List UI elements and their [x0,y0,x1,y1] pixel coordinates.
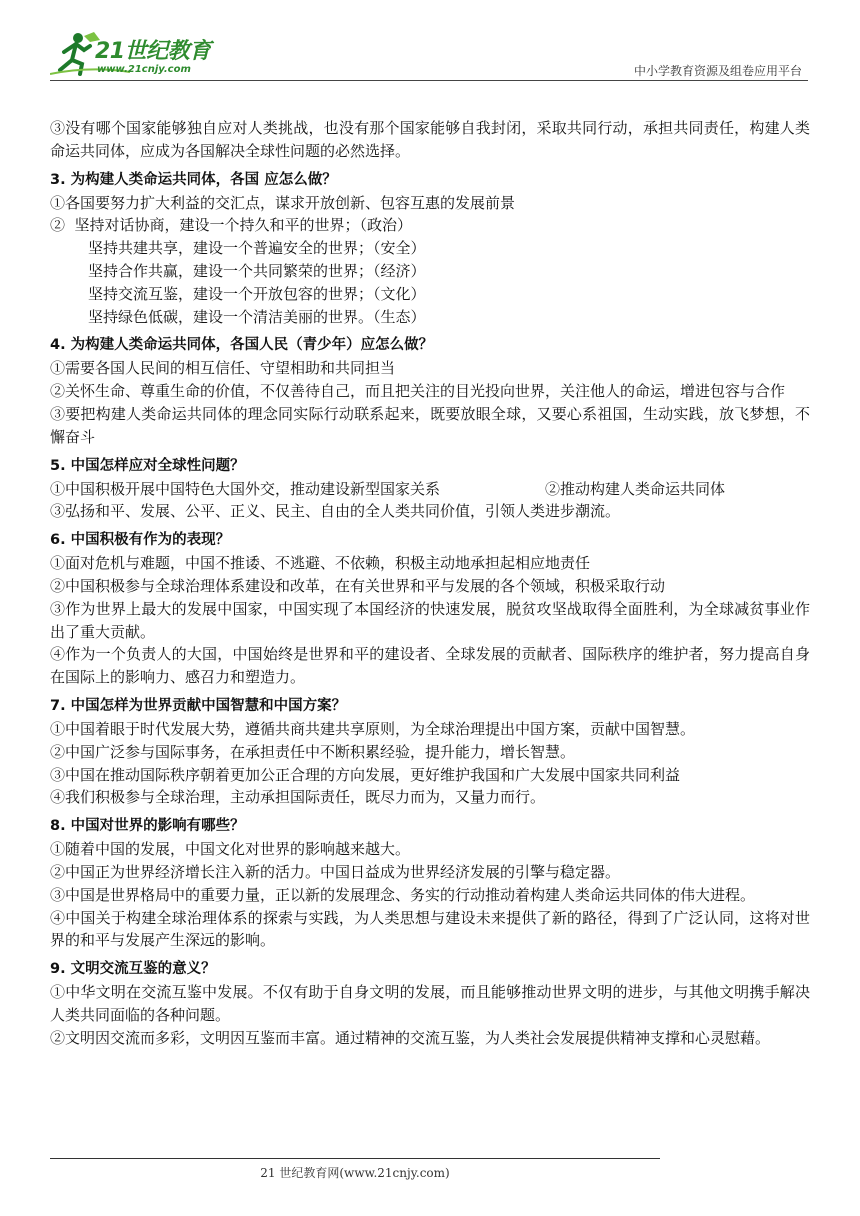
s3-subitem: 坚持交流互鉴，建设一个开放包容的世界；（文化） [88,284,426,303]
s5-item-3: ③弘扬和平、发展、公平、正义、民主、自由的全人类共同价值，引领人类进步潮流。 [50,502,621,521]
page-footer: 21 世纪教育网(www.21cnjy.com) [260,1166,450,1180]
header-divider [50,80,808,81]
s3-subitem: 坚持绿色低碳，建设一个清洁美丽的世界。（生态） [88,307,426,326]
section-4-title: 4. 为构建人类命运共同体，各国人民（青少年）应怎么做？ [50,337,434,354]
section-8-title: 8. 中国对世界的影响有哪些？ [50,818,245,835]
page-header [0,0,860,90]
s7-item: ④我们积极参与全球治理，主动承担国际责任，既尽力而为，又量力而行。 [50,788,546,807]
s3-subitem: 坚持共建共享，建设一个普遍安全的世界；（安全） [88,239,426,258]
s7-item: ③中国在推动国际秩序朝着更加公正合理的方向发展，更好维护我国和广大发展中国家共同利益 [50,765,681,784]
s7-item: ②中国广泛参与国际事务，在承担责任中不断积累经验，提升能力，增长智慧。 [50,742,576,761]
s3-subitem: 坚持合作共赢，建设一个共同繁荣的世界；（经济） [88,261,426,280]
s4-item: ②关怀生命、尊重生命的价值，不仅善待自己，而且把关注的目光投向世界，关注他人的命运，增进包容与合作 [50,382,786,401]
s4-item: ③要把构建人类命运共同体的理念同实际行动联系起来，既要放眼全球，又要心系祖国，生动实践，放飞梦想，不懈奋斗 [50,404,810,446]
section-5-title: 5. 中国怎样应对全球性问题？ [50,457,245,474]
logo-text: 21世纪教育 [95,39,211,64]
s6-item: ③作为世界上最大的发展中国家，中国实现了本国经济的快速发展，脱贫攻坚战取得全面胜利，为全球减贫事业作出了重大贡献。 [50,599,810,641]
s5-item-2: ②推动构建人类命运共同体 [545,479,726,498]
logo-url: www.21cnjy.com [97,64,191,75]
s7-item: ①中国着眼于时代发展大势，遵循共商共建共享原则，为全球治理提出中国方案，贡献中国智慧。 [50,719,696,738]
s6-item: ④作为一个负责人的大国，中国始终是世界和平的建设者、全球发展的贡献者、国际秩序的维护者，努力提高自身在国际上的影响力、感召力和塑造力。 [50,645,810,687]
document-body [50,117,810,1050]
footer-divider [50,1158,660,1159]
s9-item: ②文明因交流而多彩，文明因互鉴而丰富。通过精神的交流互鉴，为人类社会发展提供精神支撑和心灵慰藉。 [50,1028,771,1047]
section-6-title: 6. 中国积极有作为的表现？ [50,532,231,549]
s8-item: ①随着中国的发展，中国文化对世界的影响越来越大。 [50,840,411,859]
section-7-title: 7. 中国怎样为世界贡献中国智慧和中国方案？ [50,697,347,714]
s4-item: ①需要各国人民间的相互信任、守望相助和共同担当 [50,359,396,378]
s3-item-1: ①各国要努力扩大利益的交汇点，谋求开放创新、包容互惠的发展前景 [50,193,516,212]
s8-item: ④中国关于构建全球治理体系的探索与实践，为人类思想与建设未来提供了新的路径，得到了广泛认同，这将对世界的和平与发展产生深远的影响。 [50,908,810,950]
s5-item-1: ①中国积极开展中国特色大国外交，推动建设新型国家关系 [50,479,441,498]
section-9-title: 9. 文明交流互鉴的意义？ [50,961,216,978]
section-3-title: 3. 为构建人类命运共同体，各国 应怎么做？ [50,171,337,188]
s8-item: ③中国是世界格局中的重要力量，正以新的发展理念、务实的行动推动着构建人类命运共同体的伟大进程。 [50,885,756,904]
s9-item: ①中华文明在交流互鉴中发展。不仅有助于自身文明的发展，而且能够推动世界文明的进步，与其他文明携手解决人类共同面临的各种问题。 [50,983,810,1024]
intro-paragraph: ③没有哪个国家能够独自应对人类挑战，也没有那个国家能够自我封闭，采取共同行动，承担共同责任，构建人类命运共同体，应成为各国解决全球性问题的必然选择。 [50,119,810,160]
s6-item: ②中国积极参与全球治理体系建设和改革，在有关世界和平与发展的各个领域，积极采取行动 [50,576,666,595]
s3-item-2: ② 坚持对话协商，建设一个持久和平的世界；（政治） [50,216,413,235]
platform-name: 中小学教育资源及组卷应用平台 [633,64,802,78]
s8-item: ②中国正为世界经济增长注入新的活力。中国日益成为世界经济发展的引擎与稳定器。 [50,862,621,881]
s5-row [50,478,810,501]
s6-item: ①面对危机与难题，中国不推诿、不逃避、不依赖，积极主动地承担起相应地责任 [50,554,591,573]
